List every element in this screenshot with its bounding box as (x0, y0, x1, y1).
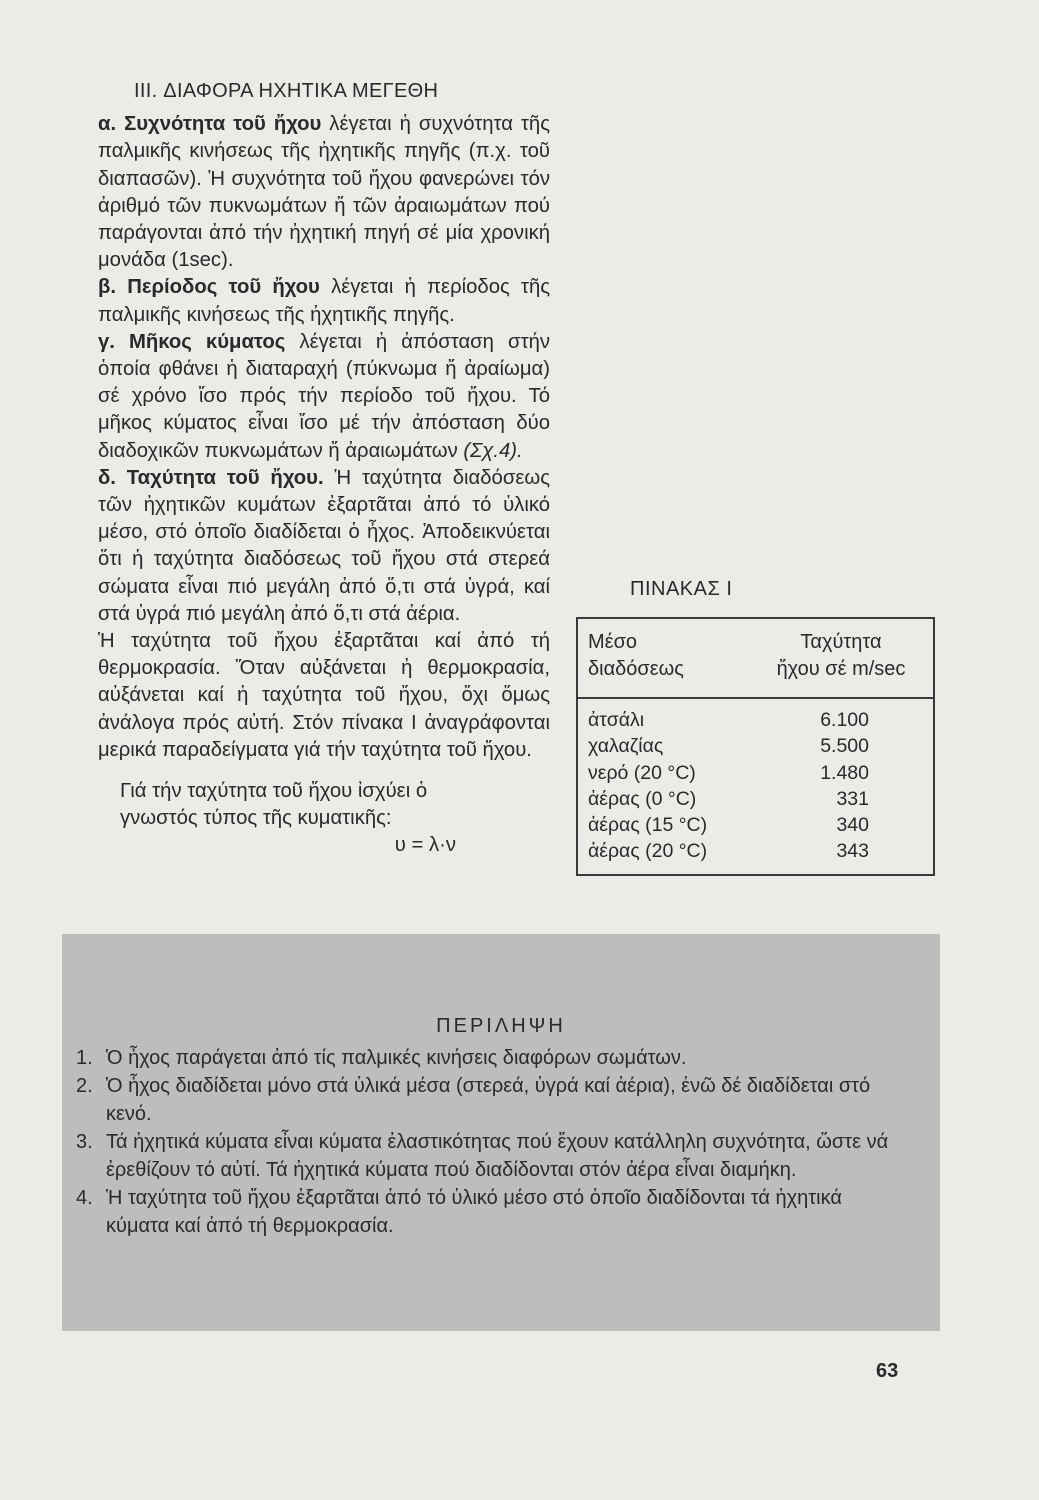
table-row (578, 733, 933, 759)
list-text: Ὁ ἦχος διαδίδεται μόνο στά ὑλικά μέσα (στερεά, ὑγρά καί ἀέρια), ἐνῶ δέ διαδίδεται στό κενό. (106, 1075, 871, 1125)
paragraph-period (98, 274, 550, 328)
wave-formula: υ = λ·ν (394, 834, 456, 857)
speed-of-sound-table (576, 617, 935, 876)
formula-intro-line-2: γνωστός τύπος τῆς κυματικῆς: (120, 807, 392, 830)
section-heading: III. ΔΙΑΦΟΡΑ ΗΧΗΤΙΚΑ ΜΕΓΕΘΗ (134, 80, 439, 102)
cell-speed: 340 (836, 814, 869, 837)
table-header (578, 619, 933, 699)
text-speed: Ἡ ταχύτητα διαδόσεως τῶν ἠχητικῶν κυμάτων ἐξαρτᾶται ἀπό τό ὑλικό μέσο, στό ὁποῖο διαδίδεται ὁ ἦχος. Ἀποδεικνύεται ὅτι ἡ ταχύτητα διαδόσεως τοῦ ἤχου στά στερεά σώματα εἶναι πιό μεγάλη ἀπό ὅ,τι στά ὑγρά, καί στά ὑγρά πιό μεγάλη ἀπό ὅ,τι στά ἀέρια. (98, 466, 550, 625)
list-item (76, 1072, 906, 1128)
formula-intro-line-1: Γιά τήν ταχύτητα τοῦ ἤχου ἰσχύει ὁ (120, 780, 428, 803)
paragraph-temperature: Ἡ ταχύτητα τοῦ ἤχου ἐξαρτᾶται καί ἀπό τή θερμοκρασία. Ὅταν αὐξάνεται ἡ θερμοκρασία, αὐξάνεται καί ἡ ταχύτητα τοῦ ἤχου, ὄχι ὅμως ἀνάλογα πρός αὐτή. Στόν πίνακα I ἀναγράφονται μερικά παραδείγματα γιά τήν ταχύτητα τοῦ ἤχου. (98, 630, 550, 761)
list-text: Ἡ ταχύτητα τοῦ ἤχου ἐξαρτᾶται ἀπό τό ὑλικό μέσο στό ὁποῖο διαδίδονται τά ἠχητικά κύματα καί ἀπό τή θερμοκρασία. (106, 1187, 842, 1237)
header-medium: Μέσο διαδόσεως (588, 631, 684, 680)
cell-speed: 6.100 (820, 709, 869, 731)
list-item (76, 1044, 906, 1072)
page-number: 63 (876, 1360, 899, 1382)
text-period: λέγεται ἡ περίοδος τῆς παλμικῆς κινήσεως τῆς ἠχητικῆς πηγῆς. (98, 276, 551, 326)
table-row (578, 707, 933, 733)
header-speed: Ταχύτητα ἤχου σέ m/sec (776, 631, 906, 680)
list-number: 4. (76, 1187, 93, 1209)
cell-speed: 5.500 (820, 735, 869, 758)
table-row (578, 812, 933, 838)
table-row (578, 786, 933, 812)
term-speed: δ. Ταχύτητα τοῦ ἤχου. (98, 466, 324, 489)
cell-medium: ἀέρας (15 °C) (588, 814, 708, 837)
table-body (578, 707, 933, 865)
paragraph-wavelength (98, 329, 550, 465)
summary-box (62, 934, 940, 1331)
cell-speed: 331 (836, 787, 869, 810)
cell-medium: χαλαζίας (588, 735, 664, 758)
cell-medium: νερό (20 °C) (588, 761, 696, 784)
list-item (76, 1128, 906, 1184)
main-text-column (98, 78, 550, 859)
formula-block (98, 778, 550, 859)
paragraph-speed (98, 465, 550, 628)
paragraph-frequency (98, 111, 550, 274)
list-text: Ὁ ἦχος παράγεται ἀπό τίς παλμικές κινήσεις διαφόρων σωμάτων. (106, 1047, 687, 1069)
cell-speed: 1.480 (820, 761, 869, 784)
list-item (76, 1184, 906, 1240)
table-row (578, 760, 933, 786)
text-wavelength: λέγεται ἡ ἀπόσταση στήν ὁποία φθάνει ἡ διαταραχή (πύκνωμα ἤ ἀραίωμα) σέ χρόνο ἴσο πρός τήν περίοδο τοῦ ἤχου. Τό μῆκος κύματος εἶναι ἴσο μέ τήν ἀπόσταση δύο διαδοχικῶν πυκνωμάτων ἤ ἀραιωμάτων (98, 330, 550, 462)
list-number: 1. (76, 1047, 93, 1069)
term-frequency: α. Συχνότητα τοῦ ἤχου (98, 113, 322, 136)
cell-medium: ἀτσάλι (588, 709, 645, 731)
table-title: ΠΙΝΑΚΑΣ I (630, 578, 733, 600)
cell-speed: 343 (836, 840, 869, 863)
cell-medium: ἀέρας (0 °C) (588, 787, 697, 810)
cell-medium: ἀέρας (20 °C) (588, 840, 708, 863)
summary-list (76, 1044, 906, 1240)
term-wavelength: γ. Μῆκος κύματος (98, 330, 286, 353)
list-number: 2. (76, 1075, 93, 1097)
table-row (578, 838, 933, 864)
figure-reference: (Σχ.4). (463, 439, 523, 462)
list-text: Τά ἠχητικά κύματα εἶναι κύματα ἐλαστικότητας πού ἔχουν κατάλληλη συχνότητα, ὥστε νά ἐρεθίζουν τό αὐτί. Τά ἠχητικά κύματα πού διαδίδονται στόν ἀέρα εἶναι διαμήκη. (106, 1131, 889, 1181)
term-period: β. Περίοδος τοῦ ἤχου (98, 276, 320, 299)
summary-title: ΠΕΡΙΛΗΨΗ (436, 1015, 566, 1037)
text-frequency: λέγεται ἡ συχνότητα τῆς παλμικῆς κινήσεως τῆς ἠχητικῆς πηγῆς (π.χ. τοῦ διαπασῶν). Ἡ συχνότητα τοῦ ἤχου φανερώνει τόν ἀριθμό τῶν πυκνωμάτων ἤ τῶν ἀραιωμάτων πού παράγονται ἀπό τήν ἠχητική πηγή σέ μία χρονική μονάδα (1sec). (98, 113, 550, 272)
list-number: 3. (76, 1131, 93, 1153)
